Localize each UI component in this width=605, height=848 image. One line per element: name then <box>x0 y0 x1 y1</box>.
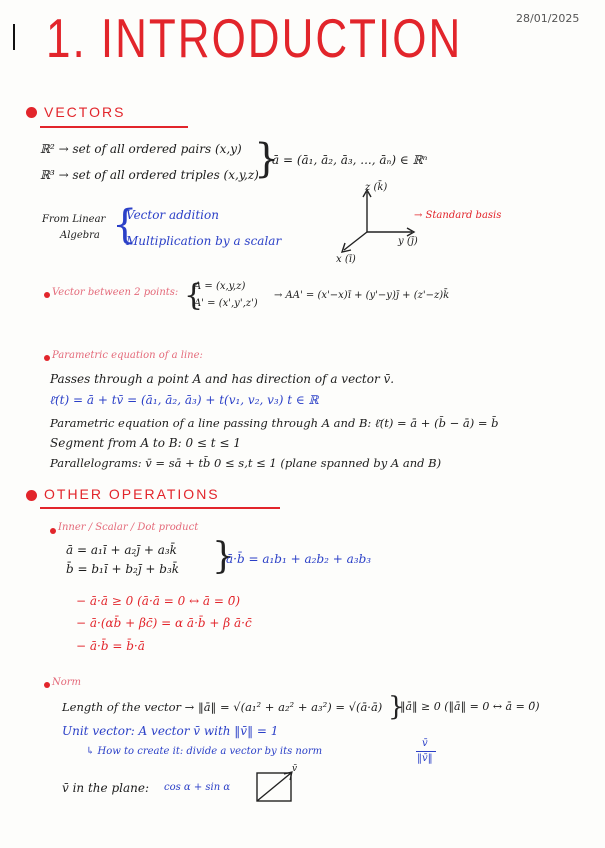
parametric-label: Parametric equation of a line: <box>52 350 203 361</box>
bullet-icon <box>44 355 50 361</box>
brace-icon: } <box>212 536 235 577</box>
dot-product-formula: ā·b̄ = a₁b₁ + a₂b₂ + a₃b₃ <box>226 552 372 566</box>
norm-label: Norm <box>52 677 82 688</box>
vector-definition: ā = (ā₁, ā₂, ā₃, ..., āₙ) ∈ ℝⁿ <box>272 153 428 167</box>
point-a: A = (x,y,z) <box>194 281 246 292</box>
plane-formula: cos α + sin α <box>164 782 231 793</box>
x-axis-line <box>344 232 367 250</box>
section-underline <box>40 126 188 128</box>
dot-property-1: − ā·ā ≥ 0 (ā·ā = 0 ↔ ā = 0̄) <box>76 594 241 608</box>
section-bullet-icon <box>26 490 37 501</box>
margin-mark <box>13 24 15 50</box>
axis-x-label: x (ī) <box>336 254 356 265</box>
section-bullet-icon <box>26 107 37 118</box>
section-underline <box>40 507 280 509</box>
bullet-icon <box>50 528 56 534</box>
section-heading-other: OTHER OPERATIONS <box>44 486 220 502</box>
unit-frac-numerator: v̄ <box>422 738 428 749</box>
bullet-icon <box>44 292 50 298</box>
a-definition: ā = a₁ī + a₂j̄ + a₃k̄ <box>66 543 177 557</box>
between-points-formula: → AA' = (x'−x)ī + (y'−y)j̄ + (z'−z)k̄ <box>274 290 450 301</box>
plane-vector-line <box>257 773 291 801</box>
parametric-line-5: Parallelograms: v̄ = sā + tb̄ 0 ≤ s,t ≤ 1 (plane spanned by A and B) <box>50 456 442 470</box>
parametric-line-4: Segment from A to B: 0 ≤ t ≤ 1 <box>50 436 241 450</box>
b-definition: b̄ = b₁ī + b₂j̄ + b₃k̄ <box>66 562 180 576</box>
bullet-icon <box>44 682 50 688</box>
axis-y-label: y (j̄) <box>398 236 418 247</box>
between-points-label: Vector between 2 points: <box>52 287 179 298</box>
dot-property-2: − ā·(αb̄ + βc̄) = α ā·b̄ + β ā·c̄ <box>76 616 252 630</box>
vector-addition-text: Vector addition <box>126 208 219 222</box>
unit-frac-denominator: ‖v̄‖ <box>417 753 433 764</box>
axis-z-label: z (k̄) <box>365 182 388 193</box>
inner-product-label: Inner / Scalar / Dot product <box>58 522 199 533</box>
page-date: 28/01/2025 <box>516 12 580 25</box>
point-a-prime: A' = (x',y',z') <box>194 298 258 309</box>
r3-definition: ℝ³ → set of all ordered triples (x,y,z) <box>40 168 259 182</box>
dot-property-3: − ā·b̄ = b̄·ā <box>76 639 145 653</box>
unit-vector-how: ↳ How to create it: divide a vector by its norm <box>86 746 323 757</box>
parametric-line-2: ℓ̄(t) = ā + tv̄ = (ā₁, ā₂, ā₃) + t(v₁, v₂, v₃) t ∈ ℝ <box>50 393 319 407</box>
section-heading-vectors: VECTORS <box>44 104 126 120</box>
brace-icon: { <box>184 278 204 313</box>
fraction-bar <box>416 751 436 752</box>
page-title: 1. INTRODUCTION <box>46 8 463 70</box>
standard-basis-label: → Standard basis <box>414 210 502 221</box>
norm-property: ‖ā‖ ≥ 0 (‖ā‖ = 0 ↔ ā = 0̄) <box>400 700 540 713</box>
plane-vector-label: v̄ <box>292 764 298 774</box>
brace-icon: { <box>112 202 138 248</box>
norm-length-line: Length of the vector → ‖ā‖ = √(a₁² + a₂² + a₃²) = √(ā·ā) <box>62 700 383 714</box>
parametric-line-1: Passes through a point A and has direction of a vector v̄. <box>50 372 395 386</box>
unit-vector-line: Unit vector: A vector v̄ with ‖v̄‖ = 1 <box>62 724 279 738</box>
linear-algebra-label-2: Algebra <box>60 230 100 241</box>
brace-icon: } <box>388 692 405 722</box>
r2-definition: ℝ² → set of all ordered pairs (x,y) <box>40 142 242 156</box>
parametric-line-3: Parametric equation of a line passing through A and B: ℓ̄(t) = ā + (b̄ − ā) = b̄ <box>50 416 499 430</box>
brace-icon: } <box>254 136 280 182</box>
scalar-multiplication-text: Multiplication by a scalar <box>126 234 282 248</box>
linear-algebra-label: From Linear <box>42 214 106 225</box>
plane-label: v̄ in the plane: <box>62 781 149 795</box>
